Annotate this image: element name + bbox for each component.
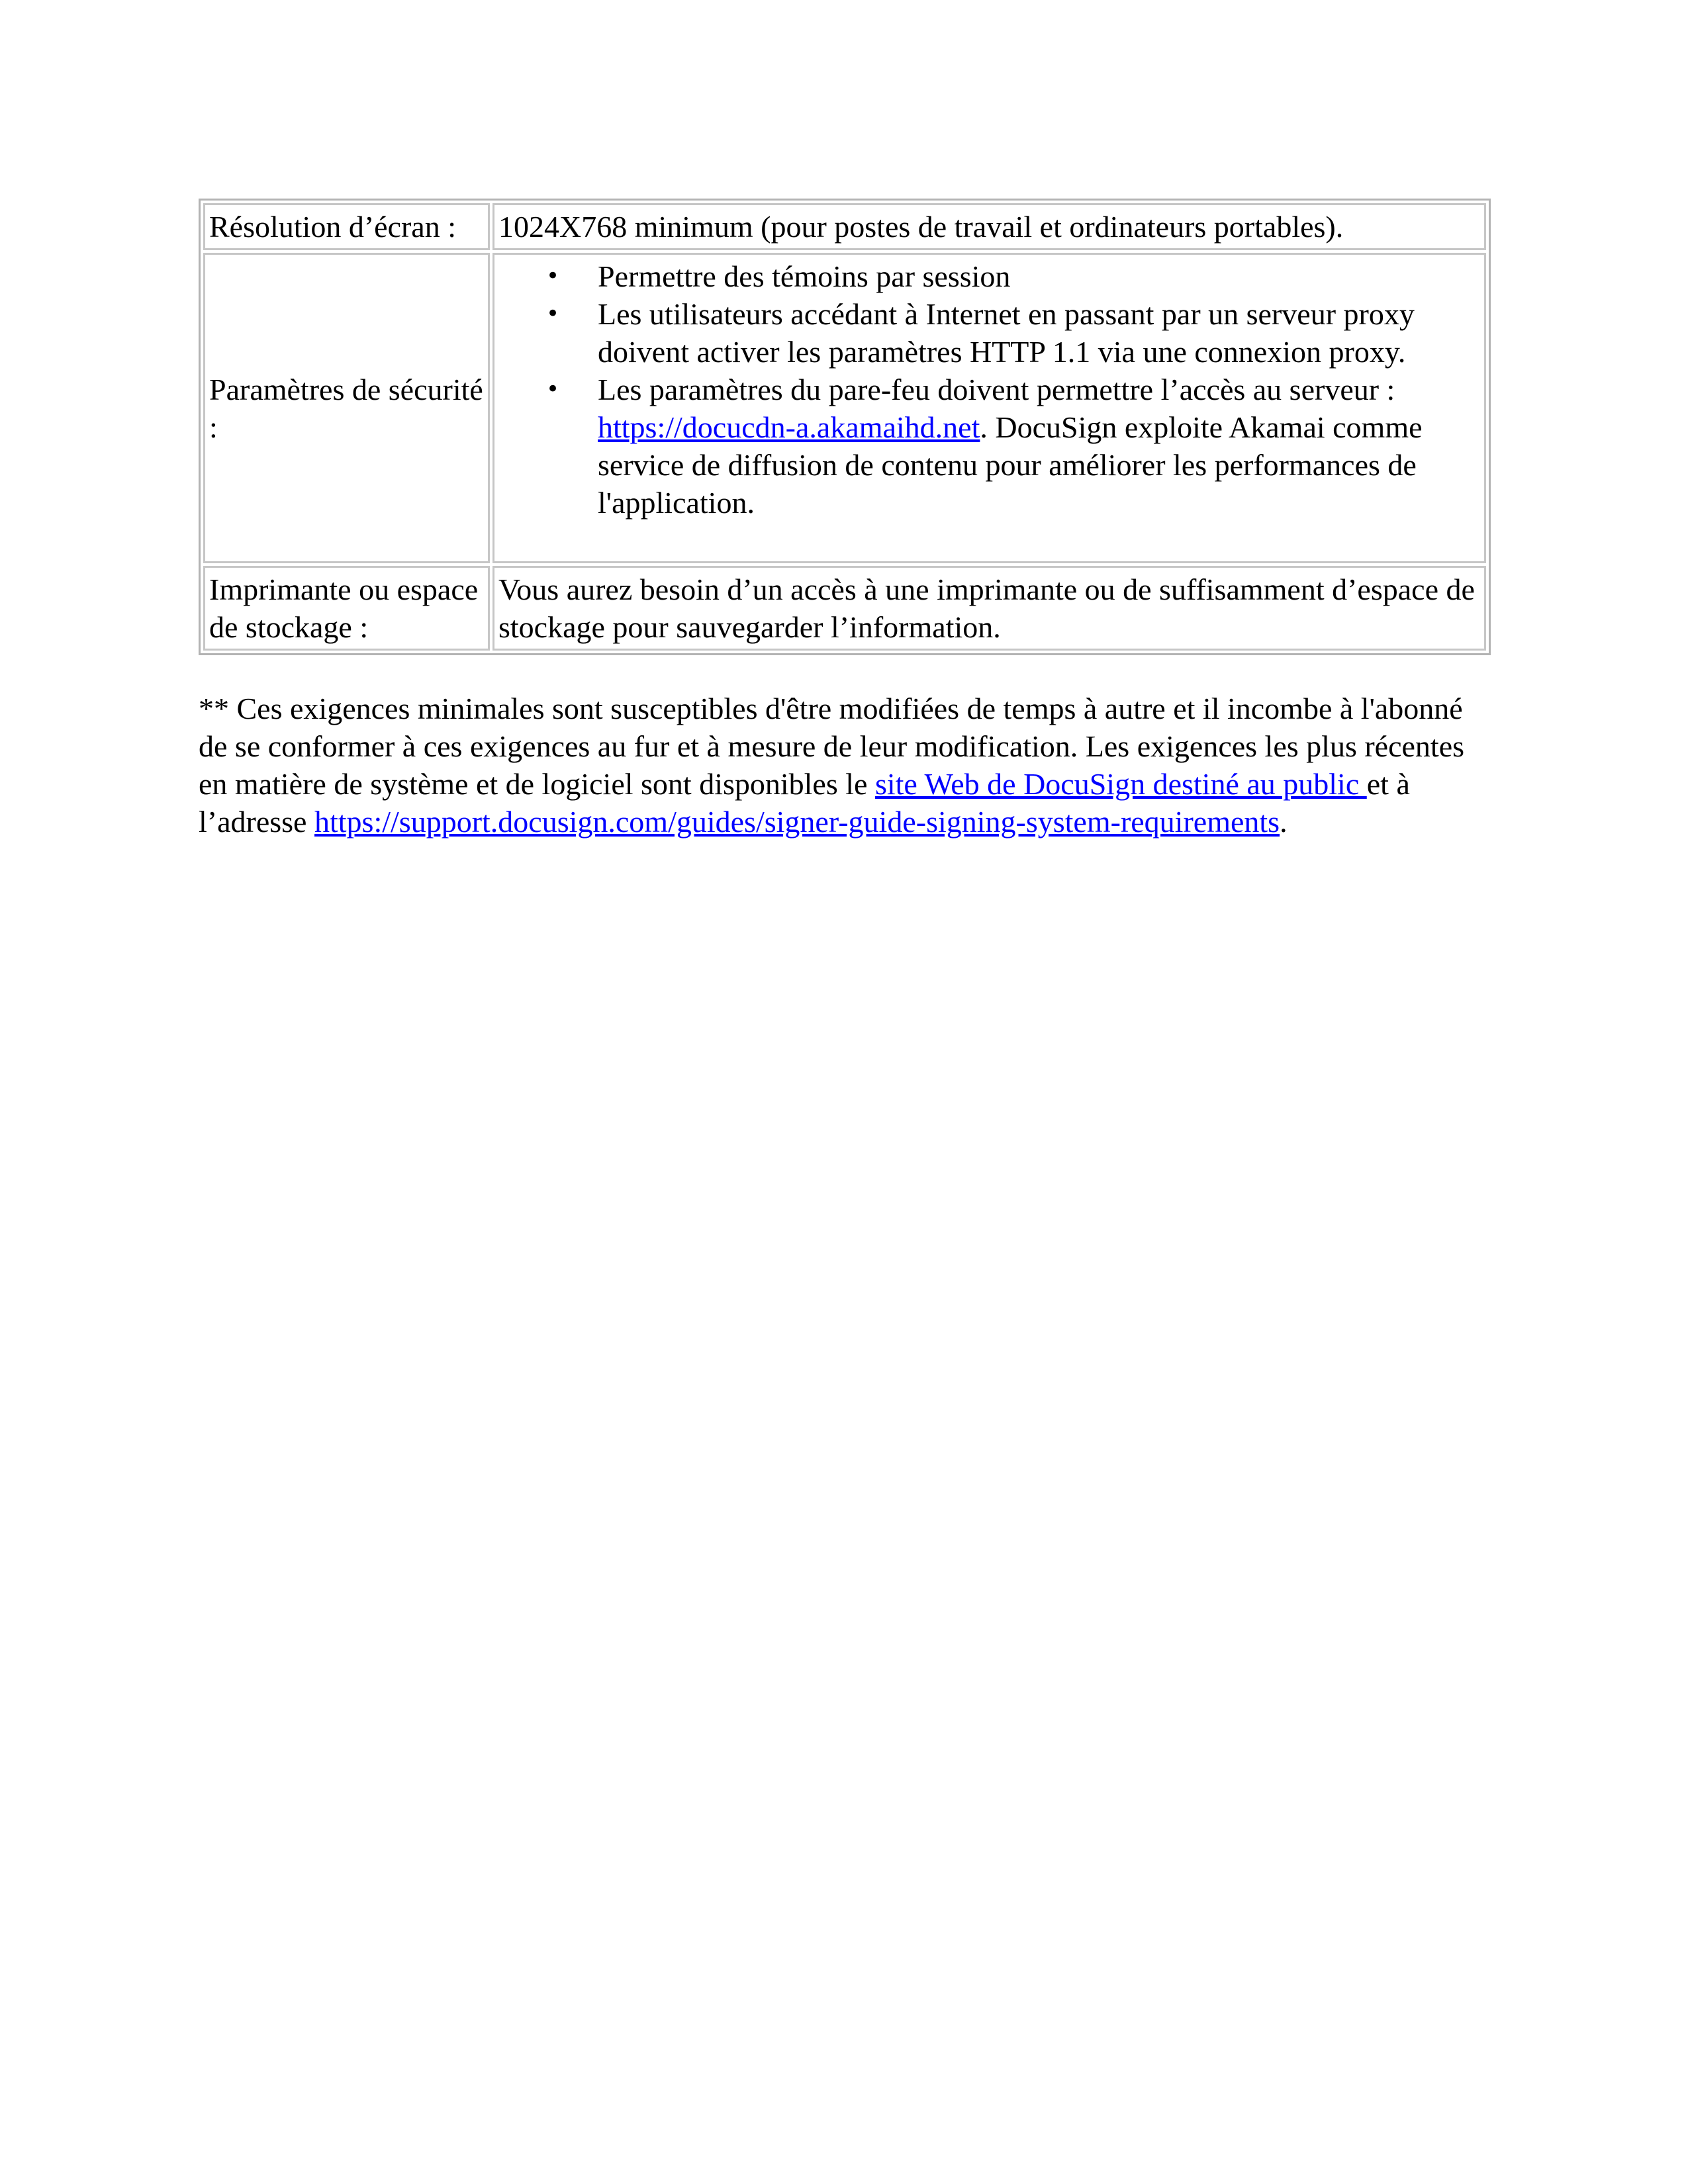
table-row (203, 253, 1486, 563)
row-value-resolution: 1024X768 minimum (pour postes de travail et ordinateurs portables). (492, 203, 1486, 250)
row-label-security: Paramètres de sécurité : (203, 253, 490, 563)
list-item (598, 371, 1480, 522)
row-value-printer: Vous aurez besoin d’un accès à une imprimante ou de suffisamment d’espace de stockage pour sauvegarder l’information. (492, 566, 1486, 651)
list-item: • Permettre des témoins par session (598, 257, 1480, 295)
table-row (203, 566, 1486, 651)
row-label-printer: Imprimante ou espace de stockage : (203, 566, 490, 651)
list-item: • Les utilisateurs accédant à Internet en passant par un serveur proxy doivent activer les paramètres HTTP 1.1 via une connexion proxy. (598, 295, 1480, 371)
document-page (199, 199, 1491, 871)
docusign-public-site-link[interactable]: site Web de DocuSign destiné au public (874, 767, 1367, 801)
row-label-resolution: Résolution d’écran : (203, 203, 490, 250)
support-url-link[interactable]: https://support.docusign.com/guides/signer-guide-signing-system-requirements (314, 805, 1280, 839)
requirements-table (199, 199, 1491, 655)
firewall-text: Les paramètres du pare-feu doivent permettre l’accès au serveur : (598, 373, 1395, 406)
table-row (203, 203, 1486, 250)
note-text: ** Ces exigences minimales sont susceptibles d'être modifiées de temps à autre et il incombe à l'abonné de se conformer à ces exigences au fur et à mesure de leur modification. Les exigences les plus récentes en matière de système et de logiciel sont disponibles le (199, 692, 1465, 801)
note-middle: et à l’adresse (199, 767, 1410, 839)
akamai-description: . DocuSign exploite Akamai comme service de diffusion de contenu pour améliorer les performances de l'application. (598, 410, 1423, 520)
row-value-security (492, 253, 1486, 563)
security-bullet-list (498, 257, 1480, 522)
note-end: . (1280, 805, 1288, 839)
requirements-note (199, 690, 1491, 841)
akamai-link[interactable]: https://docucdn-a.akamaihd.net (598, 410, 980, 444)
